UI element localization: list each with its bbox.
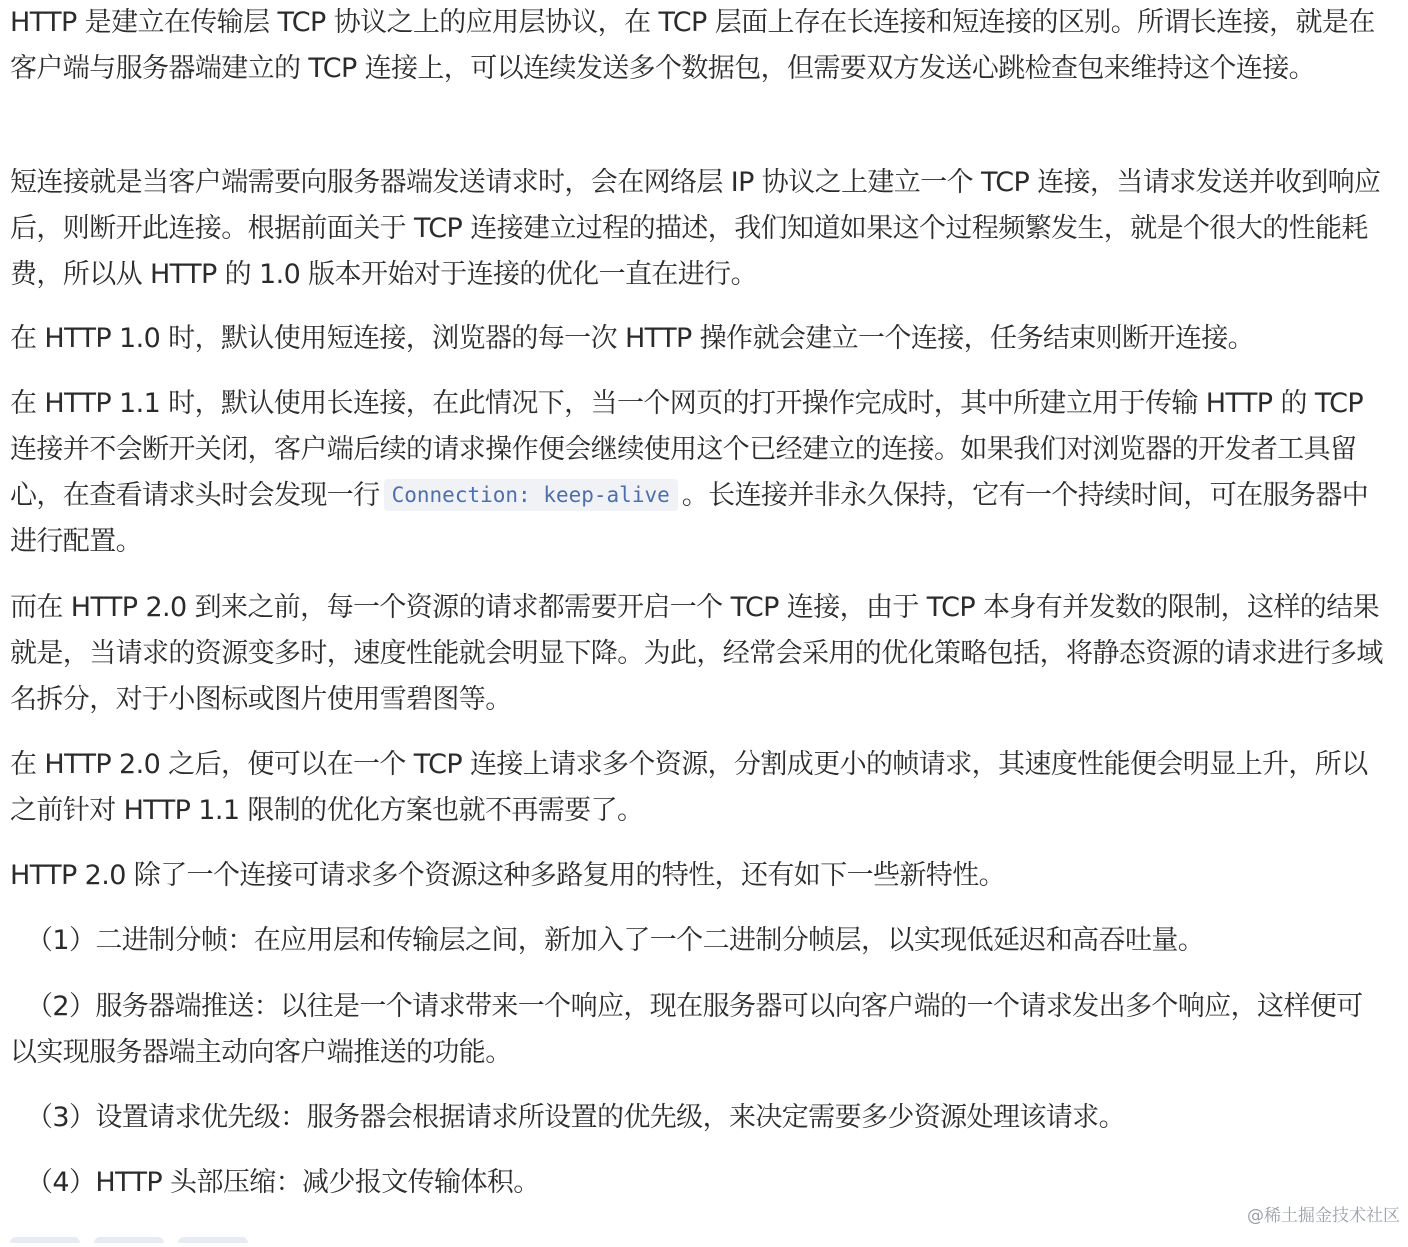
paragraph-http-2-features-intro: HTTP 2.0 除了一个连接可请求多个资源这种多路复用的特性，还有如下一些新特性。 bbox=[10, 860, 1005, 891]
feature-item-server-push: （2）服务器端推送：以往是一个请求带来一个响应，现在服务器可以向客户端的一个请求发出多个响应，这样便可以实现服务器端主动向客户端推送的功能。 bbox=[10, 991, 1363, 1068]
paragraph-after-http-2: 在 HTTP 2.0 之后，便可以在一个 TCP 连接上请求多个资源，分割成更小的帧请求，其速度性能便会明显上升，所以之前针对 HTTP 1.1 限制的优化方案也就不再需要了。 bbox=[10, 749, 1368, 826]
paragraph-http-1-1-text: 在 HTTP 1.1 时，默认使用长连接，在此情况下，当一个网页的打开操作完成时，其中所建立用于传输 HTTP 的 TCP 连接并不会断开关闭，客户端后续的请求操作便会继续使用这个已经建立的连接。如果我们对浏览器的开发者工具留心，在查看请求头时会发现一行 bbox=[10, 388, 1364, 511]
inline-code-keep-alive: Connection: keep-alive bbox=[384, 479, 678, 511]
feature-item-request-priority: （3）设置请求优先级：服务器会根据请求所设置的优先级，来决定需要多少资源处理该请求。 bbox=[26, 1102, 1125, 1133]
decoration-tab bbox=[178, 1237, 248, 1243]
feature-item-header-compression: （4）HTTP 头部压缩：减少报文传输体积。 bbox=[26, 1167, 540, 1198]
paragraph-http-1-0: 在 HTTP 1.0 时，默认使用短连接，浏览器的每一次 HTTP 操作就会建立一个连接，任务结束则断开连接。 bbox=[10, 323, 1255, 354]
paragraph-http-1-1-text-end: 。长连接并非永久保持，它有一个持续时间，可在服务器中进行配置。 bbox=[10, 480, 1369, 557]
paragraph-http-connections: HTTP 是建立在传输层 TCP 协议之上的应用层协议，在 TCP 层面上存在长连接和短连接的区别。所谓长连接，就是在客户端与服务器端建立的 TCP 连接上，可以连续发送多个数据包，但需要双方发送心跳检查包来维持这个连接。 bbox=[10, 7, 1375, 84]
decoration-tab bbox=[94, 1237, 164, 1243]
feature-item-binary-framing: （1）二进制分帧：在应用层和传输层之间，新加入了一个二进制分帧层，以实现低延迟和高吞吐量。 bbox=[26, 925, 1205, 956]
paragraph-http-1-1 bbox=[10, 381, 1385, 565]
watermark: @稀土掘金技术社区 bbox=[1247, 1206, 1400, 1226]
paragraph-short-connection: 短连接就是当客户端需要向服务器端发送请求时，会在网络层 IP 协议之上建立一个 TCP 连接，当请求发送并收到响应后，则断开此连接。根据前面关于 TCP 连接建立过程的描述，我们知道如果这个过程频繁发生，就是个很大的性能耗费，所以从 HTTP 的 1.0 版本开始对于连接的优化一直在进行。 bbox=[10, 167, 1381, 290]
paragraph-before-http-2: 而在 HTTP 2.0 到来之前，每一个资源的请求都需要开启一个 TCP 连接，由于 TCP 本身有并发数的限制，这样的结果就是，当请求的资源变多时，速度性能就会明显下降。为此，经常会采用的优化策略包括，将静态资源的请求进行多域名拆分，对于小图标或图片使用雪碧图等。 bbox=[10, 592, 1383, 715]
decoration-tab bbox=[10, 1237, 80, 1243]
bottom-decoration bbox=[10, 1228, 270, 1234]
